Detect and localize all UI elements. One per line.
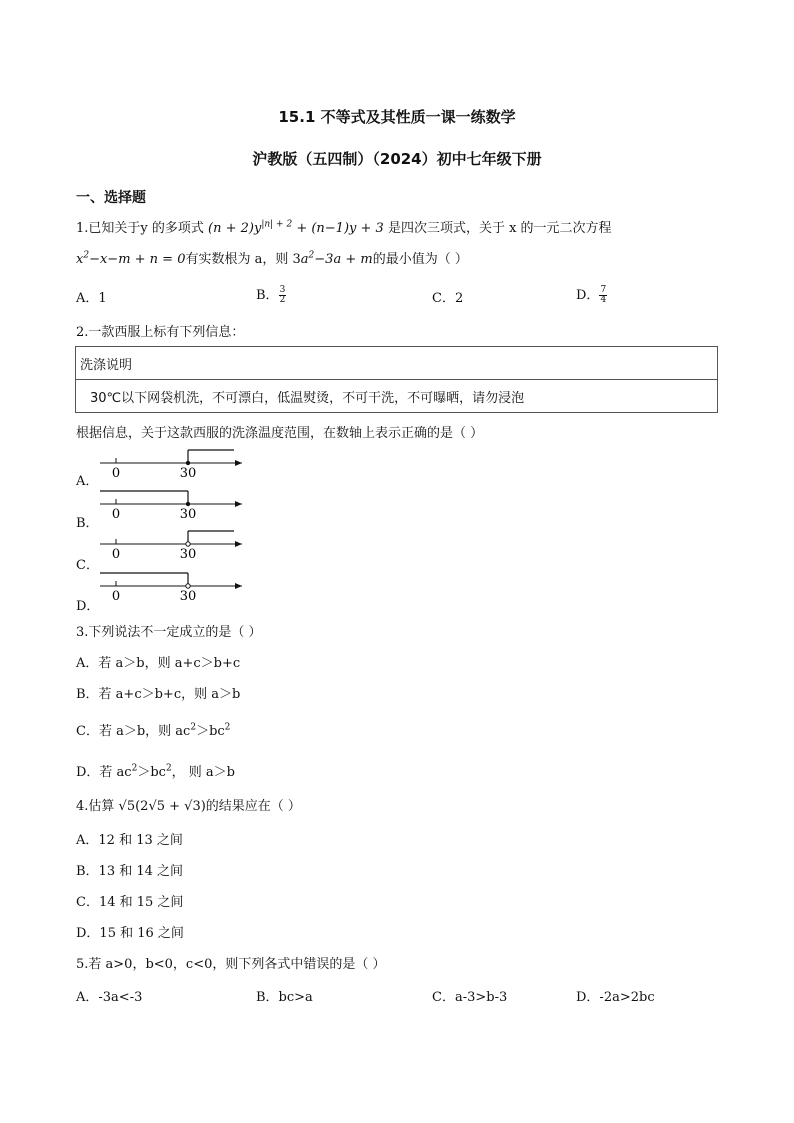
fraction-numerator: 7 — [600, 285, 607, 295]
q1-math-rest: + (n−1)y + 3 — [292, 221, 384, 236]
q1-option-d[interactable] — [576, 284, 607, 305]
q3-d-text-2: ＞bc — [137, 765, 166, 780]
q2-option-b-label[interactable]: B． — [76, 516, 99, 531]
tick-label-0: 0 — [111, 547, 121, 562]
question-5-stem: 5.若 a>0，b<0，c<0，则下列各式中错误的是（ ） — [76, 957, 386, 972]
q1-eq-x: x — [76, 252, 84, 267]
tick-label-30: 30 — [179, 589, 197, 604]
q1-option-b[interactable] — [256, 284, 286, 305]
q4-option-b[interactable]: B．13 和 14 之间 — [76, 864, 184, 879]
tick-label-0: 0 — [111, 589, 121, 604]
tick-label-30: 30 — [179, 466, 197, 481]
q2-number-line-a — [96, 446, 246, 482]
question-2-question: 根据信息，关于这款西服的洗涤温度范围，在数轴上表示正确的是（ ） — [76, 426, 484, 441]
fraction-denominator: 2 — [279, 295, 286, 305]
q1-text-a: 1.已知关于y 的多项式 — [76, 221, 204, 236]
tick-label-30: 30 — [179, 547, 197, 562]
document-title: 15.1 不等式及其性质一课一练数学 — [278, 108, 516, 126]
q1-option-a[interactable]: A．1 — [76, 291, 107, 306]
fraction-denominator: 4 — [600, 295, 607, 305]
question-1-line-1 — [76, 217, 612, 236]
q4-text-b: 的结果应在（ ） — [205, 799, 301, 814]
tick-label-30: 30 — [179, 507, 197, 522]
q2-option-d-label[interactable]: D． — [76, 599, 100, 614]
q4-option-c[interactable]: C．14 和 15 之间 — [76, 895, 184, 910]
q1-option-c[interactable]: C．2 — [432, 291, 464, 306]
q3-option-a[interactable]: A．若 a＞b，则 a+c＞b+c — [76, 656, 241, 671]
q4-option-d[interactable]: D．15 和 16 之间 — [76, 926, 184, 941]
q3-d-exp: 2 — [131, 763, 138, 774]
q2-number-line-c — [96, 527, 246, 563]
q3-c-text-2: ＞bc — [196, 724, 225, 739]
question-3-stem: 3.下列说法不一定成立的是（ ） — [76, 625, 262, 640]
q3-c-exp-2: 2 — [224, 722, 231, 733]
q3-option-b[interactable]: B．若 a+c＞b+c，则 a＞b — [76, 687, 241, 702]
tick-label-0: 0 — [111, 466, 121, 481]
q1-exponent: |n| + 2 — [261, 219, 293, 230]
question-4-stem — [76, 795, 301, 814]
q1-eq-rest: −x−m + n = 0 — [89, 252, 186, 267]
question-2-stem: 2.一款西服上标有下列信息： — [76, 325, 245, 340]
q2-option-a-label[interactable]: A． — [76, 474, 99, 489]
q4-radical-expression: √5(2√5 + √3) — [118, 799, 206, 814]
q3-c-text: C．若 a＞b，则 ac — [76, 724, 191, 739]
care-label-table — [75, 346, 718, 413]
q1-math-term: (n + 2)y — [208, 221, 262, 236]
q5-option-a[interactable]: A．-3a<-3 — [76, 990, 143, 1005]
q1-option-d-label: D． — [576, 288, 600, 303]
q2-number-line-b — [96, 487, 246, 523]
q3-option-d[interactable] — [76, 761, 235, 780]
q3-d-text-3: ， 则 a＞b — [171, 765, 236, 780]
section-heading: 一、选择题 — [76, 190, 146, 206]
q1-eq-exp: 2 — [83, 250, 90, 261]
q3-option-c[interactable] — [76, 720, 230, 739]
q2-number-line-d — [96, 569, 246, 605]
care-label-header: 洗涤说明 — [76, 347, 718, 380]
q3-c-exp: 2 — [190, 722, 197, 733]
q1-option-b-label: B． — [256, 288, 279, 303]
q3-d-text: D．若 ac — [76, 765, 132, 780]
q1-text-b: 是四次三项式，关于 x 的一元二次方程 — [387, 221, 612, 236]
q5-option-b[interactable]: B．bc>a — [256, 990, 313, 1005]
q1-option-b-fraction — [279, 286, 287, 305]
q2-option-c-label[interactable]: C． — [76, 558, 99, 573]
question-1-line-2 — [76, 248, 468, 267]
q1-expr-exp: 2 — [308, 250, 315, 261]
q1-expr-rest: −3a + m — [314, 252, 373, 267]
q1-option-d-fraction — [599, 286, 607, 305]
document-subtitle: 沪教版（五四制）（2024）初中七年级下册 — [252, 150, 542, 168]
tick-label-0: 0 — [111, 507, 121, 522]
q4-option-a[interactable]: A．12 和 13 之间 — [76, 833, 183, 848]
fraction-numerator: 3 — [279, 285, 286, 295]
q3-d-exp-2: 2 — [165, 763, 172, 774]
q1-expr-a: a — [300, 252, 309, 267]
q5-option-d[interactable]: D．-2a>2bc — [576, 990, 655, 1005]
care-label-body: 30℃以下网袋机洗，不可漂白，低温熨烫，不可干洗，不可曝晒，请勿浸泡 — [76, 380, 718, 413]
q5-option-c[interactable]: C．a-3>b-3 — [432, 990, 508, 1005]
q4-text-a: 4.估算 — [76, 799, 119, 814]
q4-expression: 5(2√5 + √3) — [126, 799, 206, 814]
q1-text-c: 有实数根为 a，则 3 — [185, 252, 301, 267]
q1-text-d: 的最小值为（ ） — [372, 252, 468, 267]
